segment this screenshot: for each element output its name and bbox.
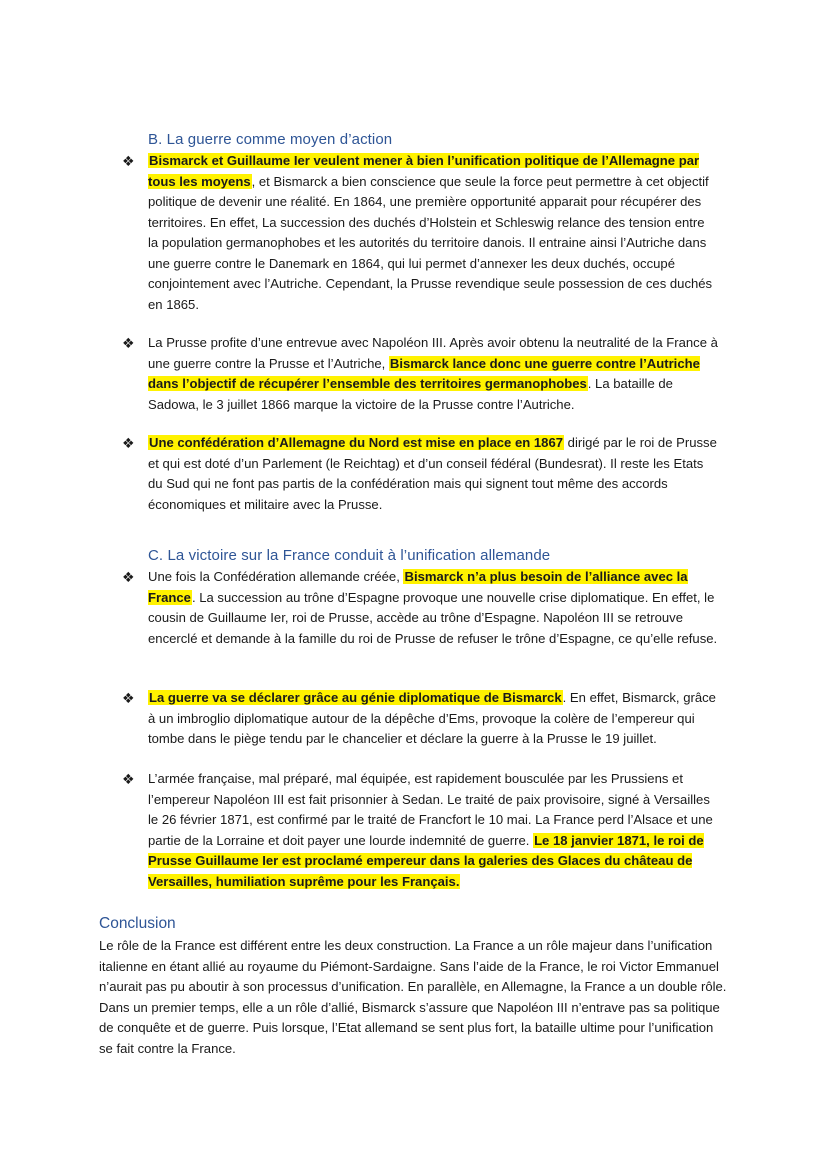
diamond-bullet-icon: ❖ (122, 771, 135, 787)
bullet-text-part: , et Bismarck a bien conscience que seule la force peut permettre à cet objectif politique de devenir une réalité. En 1864, une première opportunité apparait pour récupérer des territoires. En effet, La succession des duchés d’Holstein et Schleswig relance des tension entre la population germanophobes et les autorités du territoire danois. Il entraine ainsi l’Autriche dans une guerre contre le Danemark en 1864, qui lui permet d’annexer les deux duchés, occupé conjointement avec l’Autriche. Cependant, la Prusse revendique seule possession de ces duchés en 1865. (148, 173, 713, 312)
bullet-c1 (118, 567, 718, 649)
bullet-c3 (118, 769, 718, 892)
highlight: Une confédération d’Allemagne du Nord est mise en place en 1867 (149, 435, 564, 450)
section-b-heading: B. La guerre comme moyen d’action (148, 131, 393, 148)
diamond-bullet-icon: ❖ (122, 435, 135, 451)
bullet-c2-text (148, 688, 718, 750)
bullet-text-part: dirigé par le roi de Prusse et qui est doté d’un Parlement (le Reichtag) et d’un conseil fédéral (Bundesrat). Il reste les Etats du Sud qui ne font pas partis de la confédération mais qui signent tout même des accords économiques et militaire avec la Prusse. (148, 435, 717, 512)
bullet-b1 (118, 151, 718, 315)
bullet-text-part: . La bataille de Sadowa, le 3 juillet 1866 marque la victoire de la Prusse contre l’Autriche. (148, 376, 673, 412)
bullet-text-part: Une fois la Confédération allemande créée, (148, 569, 404, 584)
diamond-bullet-icon: ❖ (122, 153, 135, 169)
bullet-c2 (118, 688, 718, 750)
highlight: Bismarck n’a plus besoin de l’alliance avec la France (148, 569, 688, 605)
bullet-text-part: . En effet, Bismarck, grâce à un imbroglio diplomatique autour de la dépêche d’Ems, provoque la colère de l’empereur qui tombe dans le piège tendu par le chancelier et déclare la guerre à la Prusse le 19 juillet. (148, 690, 716, 746)
bullet-b1-text (148, 151, 718, 315)
bullet-b3-text (148, 433, 718, 515)
bullet-c1-text (148, 567, 718, 649)
bullet-b2 (118, 333, 718, 415)
diamond-bullet-icon: ❖ (122, 569, 135, 585)
bullet-text-part: . La succession au trône d’Espagne provoque une nouvelle crise diplomatique. En effet, le cousin de Guillaume Ier, roi de Prusse, accède au trône d’Espagne. Napoléon III se retrouve encerclé et demande à la famille du roi de Prusse de refuser le trône d’Espagne, ce qu’elle refuse. (148, 589, 718, 646)
bullet-b3 (118, 433, 718, 515)
bullet-text-part: L’armée française, mal préparé, mal équipée, est rapidement bousculée par les Prussiens et l’empereur Napoléon III est fait prisonnier à Sedan. Le traité de paix provisoire, signé à Versailles le 26 février 1871, est confirmé par le traité de Francfort le 10 mai. La France perd l’Alsace et une partie de la Lorraine et doit payer une lourde indemnité de guerre. (148, 771, 713, 848)
highlight: Bismarck lance donc une guerre contre l’Autriche dans l’objectif de récupérer l’ensemble des territoires germanophobes (148, 355, 700, 391)
diamond-bullet-icon: ❖ (122, 690, 135, 706)
bullet-c3-text (148, 769, 718, 892)
highlight: Le 18 janvier 1871, le roi de Prusse Guillaume Ier est proclamé empereur dans la galeries des Glaces du château de Versailles, humiliation suprême pour les Français. (148, 832, 704, 889)
bullet-b2-text (148, 333, 718, 415)
conclusion-text: Le rôle de la France est différent entre les deux construction. La France a un rôle majeur dans l’unification italienne en étant allié au royaume du Piémont-Sardaigne. Sans l’aide de la France, le roi Victor Emmanuel n’aurait pas pu aboutir à son processus d’unification. En parallèle, en Allemagne, la France a un double rôle. Dans un premier temps, elle a un rôle d’allié, Bismarck s’assure que Napoléon III n’entrave pas sa politique de conquête et de guerre. Puis lorsque, l’Etat allemand se sent plus fort, la bataille ultime pour l’unification se fait contre la France. (99, 938, 727, 1056)
diamond-bullet-icon: ❖ (122, 335, 135, 351)
bullet-text-part: La Prusse profite d’une entrevue avec Napoléon III. Après avoir obtenu la neutralité de la France à une guerre contre la Prusse et l’Autriche, (148, 335, 718, 371)
highlight: La guerre va se déclarer grâce au génie diplomatique de Bismarck (149, 690, 562, 705)
section-c-heading: C. La victoire sur la France conduit à l’unification allemande (148, 547, 551, 564)
highlight: Bismarck et Guillaume Ier veulent mener à bien l’unification politique de l’Allemagne par tous les moyens (148, 153, 700, 189)
conclusion-title: Conclusion (99, 915, 176, 932)
